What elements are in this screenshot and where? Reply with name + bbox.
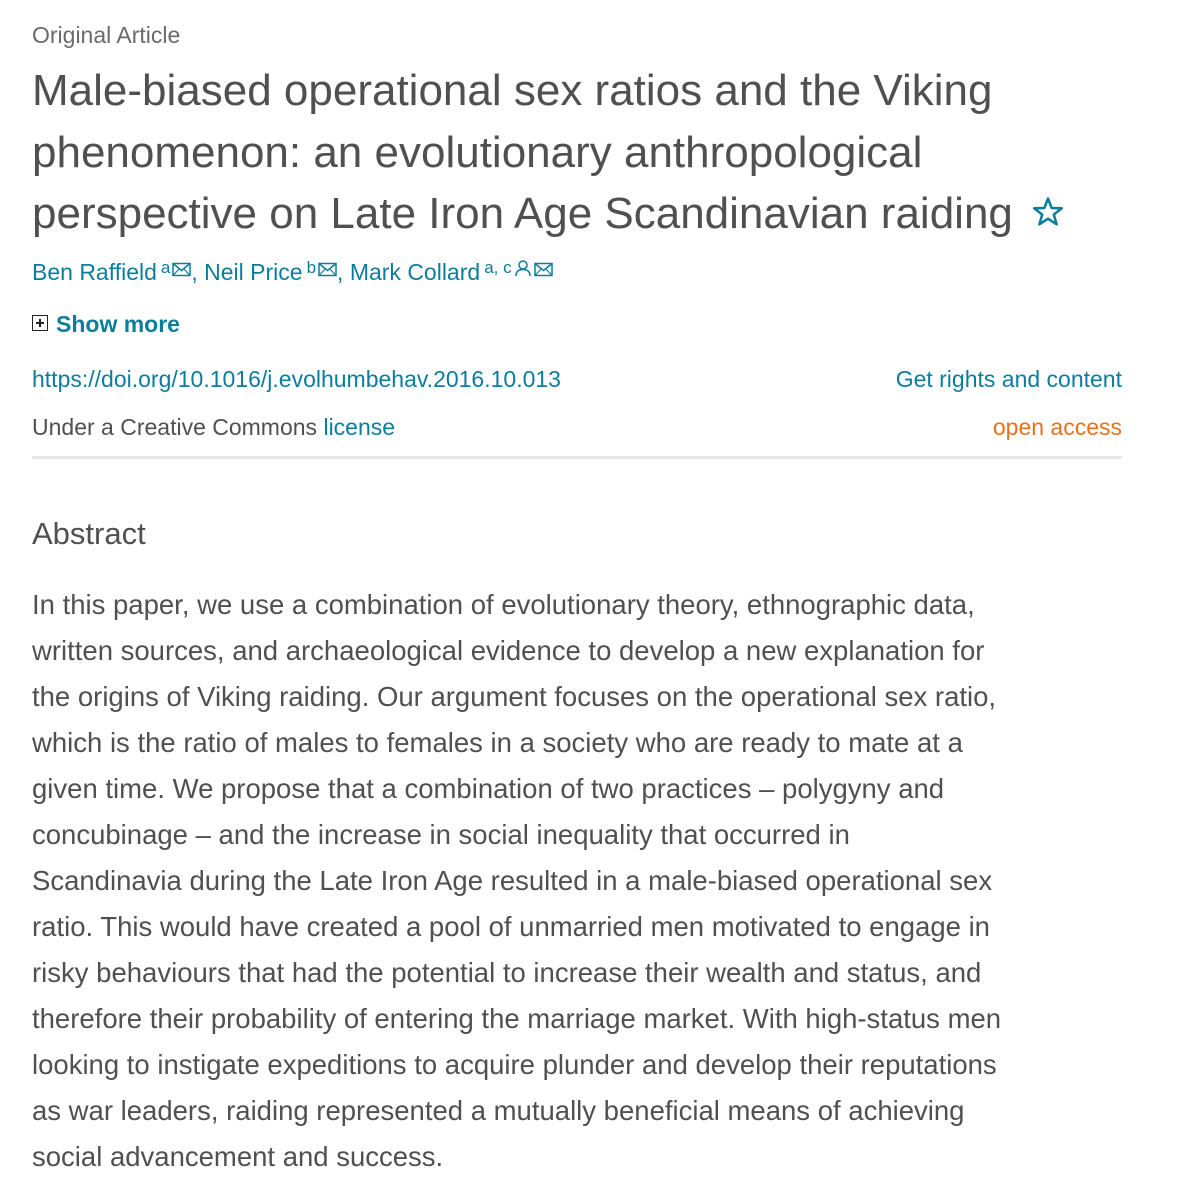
- abstract-line: given time. We propose that a combination of two practices – polygyny and: [32, 773, 945, 804]
- show-more-button[interactable]: [32, 311, 180, 338]
- abstract-line: In this paper, we use a combination of evolutionary theory, ethnographic data,: [32, 589, 975, 620]
- plus-box-icon[interactable]: [32, 315, 48, 331]
- open-access-label: open access: [992, 414, 1122, 440]
- abstract-line: Scandinavia during the Late Iron Age resulted in a male-biased operational sex: [32, 865, 993, 896]
- author-link[interactable]: [204, 259, 337, 285]
- star-outline-icon[interactable]: [1031, 184, 1065, 246]
- abstract-line: as war leaders, raiding represented a mutually beneficial means of achieving: [32, 1095, 965, 1126]
- article-title-line: phenomenon: an evolutionary anthropological: [32, 127, 923, 177]
- article-title-line: Male-biased operational sex ratios and the Viking: [32, 66, 993, 115]
- abstract-line: which is the ratio of males to females in a society who are ready to mate at a: [32, 727, 963, 758]
- author-name[interactable]: Ben Raffield: [32, 259, 157, 285]
- abstract-line: written sources, and archaeological evidence to develop a new explanation for: [32, 635, 985, 666]
- abstract-line: the origins of Viking raiding. Our argument focuses on the operational sex ratio,: [32, 681, 997, 712]
- article-title-line-last: [32, 183, 1122, 247]
- author-separator: ,: [191, 259, 198, 285]
- abstract-line: concubinage – and the increase in social inequality that occurred in: [32, 819, 850, 850]
- abstract-heading: Abstract: [32, 516, 146, 551]
- abstract-body: [32, 582, 1122, 1180]
- license-prefix: Under a Creative Commons: [32, 414, 318, 440]
- show-more-label[interactable]: Show more: [56, 311, 180, 337]
- author-list: [32, 258, 553, 287]
- doi-link[interactable]: https://doi.org/10.1016/j.evolhumbehav.2016.10.013: [32, 366, 561, 392]
- abstract-line: social advancement and success.: [32, 1141, 444, 1172]
- license-line: [32, 414, 395, 441]
- author-affiliation[interactable]: b: [306, 258, 317, 277]
- get-rights-link[interactable]: Get rights and content: [895, 366, 1122, 392]
- author-separator: ,: [337, 259, 344, 285]
- article-title: [32, 60, 1122, 247]
- envelope-icon[interactable]: [534, 256, 553, 283]
- abstract-line: ratio. This would have created a pool of unmarried men motivated to engage in: [32, 911, 990, 942]
- abstract-line: looking to instigate expeditions to acquire plunder and develop their reputations: [32, 1049, 997, 1080]
- author-name[interactable]: Neil Price: [204, 259, 303, 285]
- license-link[interactable]: license: [323, 414, 396, 440]
- abstract-line: risky behaviours that had the potential to increase their wealth and status, and: [32, 957, 982, 988]
- author-affiliation[interactable]: a: [160, 258, 171, 277]
- author-link[interactable]: [350, 259, 553, 285]
- divider: [32, 456, 1122, 459]
- person-icon[interactable]: [514, 256, 532, 283]
- envelope-icon[interactable]: [172, 256, 191, 283]
- article-type-label: Original Article: [32, 22, 181, 48]
- author-link[interactable]: [32, 259, 191, 285]
- envelope-icon[interactable]: [318, 256, 337, 283]
- author-name[interactable]: Mark Collard: [349, 259, 481, 285]
- author-affiliation[interactable]: a, c: [484, 258, 512, 277]
- article-title-line-text: perspective on Late Iron Age Scandinavian raiding: [32, 189, 1013, 238]
- abstract-line: therefore their probability of entering the marriage market. With high-status men: [32, 1003, 1002, 1034]
